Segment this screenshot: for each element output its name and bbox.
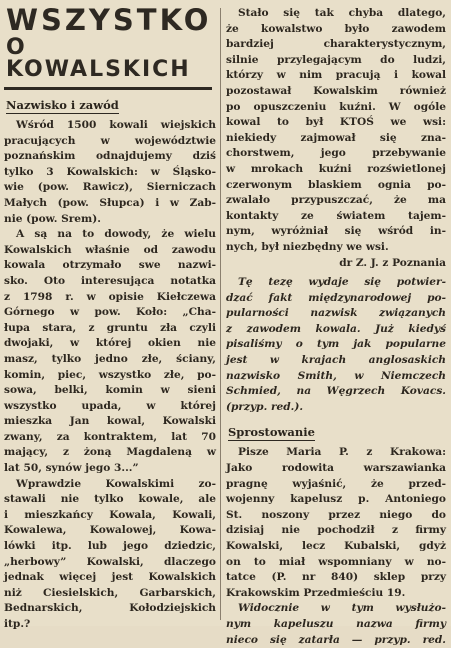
left-column (4, 0, 216, 630)
text-line: poznańskim odnajdujemy dziś (4, 150, 216, 163)
text-line: Schmied, na Węgrzech Kovacs. (226, 385, 446, 398)
text-line: Stało się tak chyba dlatego, (238, 7, 446, 19)
text-line: pisaliśmy o tym jak popularne (226, 338, 446, 351)
column-divider (220, 8, 221, 620)
text-line: on to miał wspomniany w no- (226, 555, 446, 568)
text-line: Małych (pow. Słupca) i w Zab- (4, 196, 216, 209)
text-line: lat 50, synów jego 3...” (4, 462, 139, 475)
text-line: bardziej charakterystycznym, (226, 38, 446, 51)
text-line: niekiedy zajmował się zna- (226, 131, 446, 144)
right-column (226, 0, 446, 646)
title-line-2: O KOWALSKICH (6, 35, 191, 82)
text-line: kowal to był KTOŚ we wsi: (226, 116, 446, 129)
text-line: nieco się zatarła — przyp. red. (226, 633, 446, 646)
text-line: nym, wyróżniał się wśród in- (226, 225, 446, 238)
text-line: że kowalstwo było zawodem (226, 22, 446, 35)
text-line: komin, piec, wszystko złe, po- (4, 368, 216, 381)
text-line: łupa stara, z gruntu zła czyli (4, 321, 216, 334)
text-line: silnie przylegającym do ludzi, (226, 53, 446, 66)
text-line: mający, z żoną Magdaleną w (4, 446, 216, 459)
text-line: zwalało przypuszczać, że ma (226, 194, 446, 207)
text-line: Wprawdzie Kowalskimi zo- (16, 477, 216, 490)
text-line: stawali nie tylko kowale, ale (4, 493, 216, 506)
text-line: Krakowskim Przedmieściu 19. (226, 586, 406, 599)
text-line: „herbowy” Kowalski, dlaczego (4, 555, 216, 568)
section-sprostowanie-body (226, 445, 446, 601)
text-line: Tę tezę wydaje się potwier- (238, 276, 446, 289)
editor-note-2 (226, 601, 446, 648)
text-line: (przyp. red.). (226, 400, 304, 413)
text-line: mieszka Jan kowal, Kowalski (4, 415, 216, 428)
section-heading-sprostowanie: Sprostowanie (228, 425, 315, 440)
text-line: czerwonym blaskiem ognia po- (226, 178, 446, 191)
text-line: tylko 3 Kowalskich: w Śląsko- (4, 165, 216, 178)
text-line: Pisze Maria P. z Krakowa: (238, 446, 446, 459)
text-line: Kowalewa, Kowalowej, Kowa- (4, 524, 216, 537)
text-line: Górnego w pow. Koło: „Cha- (4, 306, 216, 319)
text-line: A są na to dowody, że wielu (16, 228, 216, 241)
text-line: w mrokach kuźni rozświetlonej (226, 162, 446, 175)
text-line: dzisiaj nie pochodził z firmy (226, 524, 446, 537)
text-line: wojenny kapelusz p. Antoniego (226, 493, 446, 506)
text-line: Bednarskich, Kołodziejskich (4, 602, 216, 615)
text-line: pozostawał Kowalskim również (226, 84, 446, 97)
text-line: po opuszczeniu kuźni. W ogóle (226, 100, 446, 113)
text-line: wszystko upada, w której (4, 399, 216, 412)
text-line: chorstwem, jego przebywanie (226, 147, 446, 160)
text-line: kontakty ze światem tajem- (226, 209, 446, 222)
text-line: którzy w nim pracują i kowal (226, 69, 446, 82)
text-line: Kowalskich właśnie od zawodu (4, 243, 216, 256)
title-divider (4, 87, 212, 90)
text-line: Jako rodowita warszawianka (226, 462, 446, 475)
title-line-1: WSZYSTKO (6, 3, 212, 37)
editor-note-1 (226, 275, 446, 415)
text-line: Widocznie w tym wysłużo- (238, 602, 446, 615)
text-line: niż Ciesielskich, Garbarskich, (4, 586, 216, 599)
text-line: itp.? (4, 618, 31, 630)
text-line: zwany, za kontraktem, lat 70 (4, 430, 216, 443)
text-line: jednak więcej jest Kowalskich (4, 571, 216, 584)
text-line: lówki itp. lub jego dziedzic, (4, 540, 216, 553)
text-line: masz, tylko jedno złe, ściany, (4, 352, 216, 365)
section-heading-nazwisko: Nazwisko i zawód (6, 98, 119, 112)
text-line: jest w krajach anglosaskich (226, 354, 446, 367)
section-nazwisko-body (4, 118, 216, 633)
text-line: wie (pow. Rawicz), Sierniczach (4, 181, 216, 194)
text-line: Wśród 1500 kowali wiejskich (16, 119, 216, 131)
text-line: z 1798 r. w opisie Kiełczewa (4, 290, 216, 303)
text-line: z zawodem kowala. Już kiedyś (226, 322, 446, 335)
text-line: nych, był niezbędny we wsi. (226, 240, 389, 253)
text-line: i mieszkańcy Kowala, Kowali, (4, 508, 216, 521)
text-line: dr Z. J. z Poznania (339, 256, 446, 269)
text-line: nazwisko Smith, w Niemczech (226, 369, 446, 382)
text-line: pularności nazwisk związanych (226, 307, 446, 320)
text-line: tatce (P. nr 840) sklep przy (226, 571, 446, 584)
article-title (4, 3, 216, 82)
section-nazwisko-continued (226, 6, 446, 271)
text-line: sko. Oto interesująca notatka (4, 274, 216, 287)
text-line: pracujących w województwie (4, 134, 216, 147)
text-line: nym kapeluszu nazwa firmy (226, 617, 446, 630)
text-line: Kowalski, lecz Kubalski, gdyż (226, 540, 446, 552)
text-line: St. noszony przez niego do (226, 508, 446, 521)
text-line: dwojaki, w której okien nie (4, 337, 216, 350)
text-line: pragnę wyjaśnić, że przed- (226, 477, 446, 490)
text-line: sowa, belki, komin w sieni (4, 384, 216, 397)
text-line: nie (pow. Srem). (4, 212, 101, 225)
text-line: kowala otrzymało swe nazwi- (4, 259, 216, 272)
text-line: dzać fakt międzynarodowej po- (226, 291, 446, 304)
